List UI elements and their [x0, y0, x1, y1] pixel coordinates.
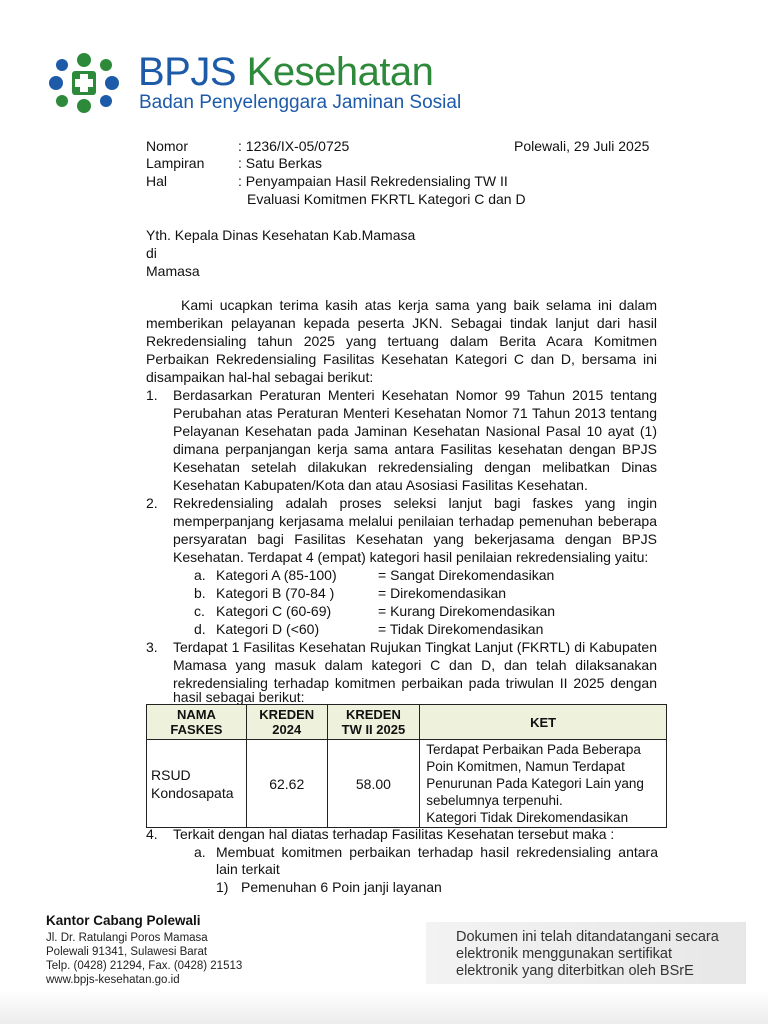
category-letter: c. — [194, 603, 205, 619]
nomor-label: Nomor — [146, 138, 189, 154]
item-line: Kesehatan setelah dilakukan rekredensialing dengan melibatkan Dinas — [173, 459, 657, 475]
item-line: persyaratan bagi Fasilitas Kesehatan yang bekerjasama dengan BPJS — [173, 531, 657, 547]
item-line: memperpanjang kerjasama melalui penilaian terhadap pemenuhan beberapa — [173, 513, 657, 529]
cell-kreden-tw2: 58.00 — [327, 740, 420, 828]
item-line: Kesehatan. Terdapat 4 (empat) kategori hasil penilaian rekredensialing yaitu: — [173, 549, 649, 565]
item-line: Berdasarkan Peraturan Menteri Kesehatan Nomor 99 Tahun 2015 tentang — [173, 387, 657, 403]
category-name: Kategori A (85-100) — [216, 567, 337, 583]
cell-ket: Terdapat Perbaikan Pada Beberapa Poin Komitmen, Namun Terdapat Penurunan Pada Kategori Lain yang sebelumnya terpenuhi. Kategori Tidak Direkomendasikan — [420, 740, 667, 828]
header-ket: KET — [420, 705, 667, 740]
bpjs-logo-icon — [48, 52, 120, 114]
cell-kreden-2024: 62.62 — [246, 740, 327, 828]
category-letter: a. — [194, 567, 206, 583]
header-kreden-tw2: KREDEN TW II 2025 — [327, 705, 420, 740]
results-table — [146, 704, 667, 828]
item-number: 1. — [146, 387, 158, 403]
intro-line: disampaikan hal-hal sebagai berikut: — [146, 369, 374, 385]
category-result: = Kurang Direkomendasikan — [378, 603, 556, 619]
recipient-line: di — [146, 245, 157, 261]
category-result: = Direkomendasikan — [378, 585, 507, 601]
item-line: Terdapat 1 Fasilitas Kesehatan Rujukan Tingkat Lanjut (FKRTL) di Kabupaten — [173, 639, 657, 655]
category-name: Kategori C (60-69) — [216, 603, 332, 619]
hal-label: Hal — [146, 173, 168, 189]
header-kreden-2024: KREDEN 2024 — [246, 705, 327, 740]
footer-website-link[interactable]: www.bpjs-kesehatan.go.id — [46, 974, 180, 986]
category-result: = Tidak Direkomendasikan — [378, 621, 544, 637]
item-line: rekredensialing terhadap komitmen perbaikan pada triwulan II 2025 dengan — [173, 675, 657, 691]
letter-date: Polewali, 29 Juli 2025 — [514, 138, 650, 154]
item-line: Rekredensialing adalah proses seleksi lanjut bagi faskes yang ingin — [173, 495, 657, 511]
item-line: Terkait dengan hal diatas terhadap Fasilitas Kesehatan tersebut maka : — [173, 826, 615, 842]
subitem-letter: a. — [194, 844, 206, 860]
footer-band — [0, 990, 768, 1024]
category-letter: b. — [194, 585, 206, 601]
subitem-line: lain terkait — [216, 861, 280, 877]
item-line: Mamasa yang masuk dalam kategori C dan D, dan telah dilaksanakan — [173, 657, 657, 673]
subsub-text: Pemenuhan 6 Poin janji layanan — [241, 879, 442, 895]
hal-value: : Penyampaian Hasil Rekredensialing TW II — [238, 173, 508, 189]
brand-name: BPJS Kesehatan — [138, 50, 434, 94]
item-number: 3. — [146, 639, 158, 655]
category-result: = Sangat Direkomendasikan — [378, 567, 555, 583]
cell-faskes: RSUD Kondosapata — [147, 740, 247, 828]
table-row — [147, 740, 667, 828]
recipient-line: Mamasa — [146, 263, 200, 279]
signature-note: Dokumen ini telah ditandatangani secara elektronik menggunakan sertifikat elektronik yang diterbitkan oleh BSrE — [456, 929, 719, 979]
footer-address: Polewali 91341, Sulawesi Barat — [46, 946, 208, 958]
item-line: hasil sebagai berikut: — [173, 689, 305, 705]
intro-line: Perbaikan Rekredensialing Fasilitas Kesehatan Kategori C dan D, bersama ini — [146, 351, 657, 367]
item-line: Perubahan atas Peraturan Menteri Kesehatan Nomor 71 Tahun 2013 tentang — [173, 405, 657, 421]
footer-office: Kantor Cabang Polewali — [46, 913, 201, 928]
hal-value-cont: Evaluasi Komitmen FKRTL Kategori C dan D — [247, 191, 526, 207]
nomor-value: : 1236/IX-05/0725 — [238, 138, 350, 154]
brand-subtitle: Badan Penyelenggara Jaminan Sosial — [139, 92, 462, 113]
subsub-number: 1) — [216, 879, 229, 895]
item-line: Pelayanan Kesehatan pada Jaminan Kesehatan Nasional Pasal 10 ayat (1) — [173, 423, 657, 439]
lampiran-label: Lampiran — [146, 155, 205, 171]
header-nama-faskes: NAMA FASKES — [147, 705, 247, 740]
intro-line: Kami ucapkan terima kasih atas kerja sama yang baik selama ini dalam — [181, 297, 657, 313]
item-line: Kesehatan Kabupaten/Kota dan atau Asosiasi Fasilitas Kesehatan. — [173, 477, 588, 493]
item-line: dimana perpanjangan kerja sama antara Fasilitas kesehatan dengan BPJS — [173, 441, 657, 457]
category-name: Kategori D (<60) — [216, 621, 320, 637]
lampiran-value: : Satu Berkas — [238, 155, 323, 171]
table-header-row — [147, 705, 667, 740]
subitem-line: Membuat komitmen perbaikan terhadap hasil rekredensialing antara — [216, 844, 658, 860]
item-number: 2. — [146, 495, 158, 511]
category-name: Kategori B (70-84 ) — [216, 585, 335, 601]
recipient-line: Yth. Kepala Dinas Kesehatan Kab.Mamasa — [146, 227, 416, 243]
item-number: 4. — [146, 826, 158, 842]
footer-phone: Telp. (0428) 21294, Fax. (0428) 21513 — [46, 960, 243, 972]
intro-line: memberikan pelayanan kepada peserta JKN. Sebagai tindak lanjut dari hasil — [146, 315, 657, 331]
intro-line: Rekredensialing tahun 2025 yang tertuang dalam Berita Acara Komitmen — [146, 333, 657, 349]
category-letter: d. — [194, 621, 206, 637]
footer-address: Jl. Dr. Ratulangi Poros Mamasa — [46, 932, 208, 944]
